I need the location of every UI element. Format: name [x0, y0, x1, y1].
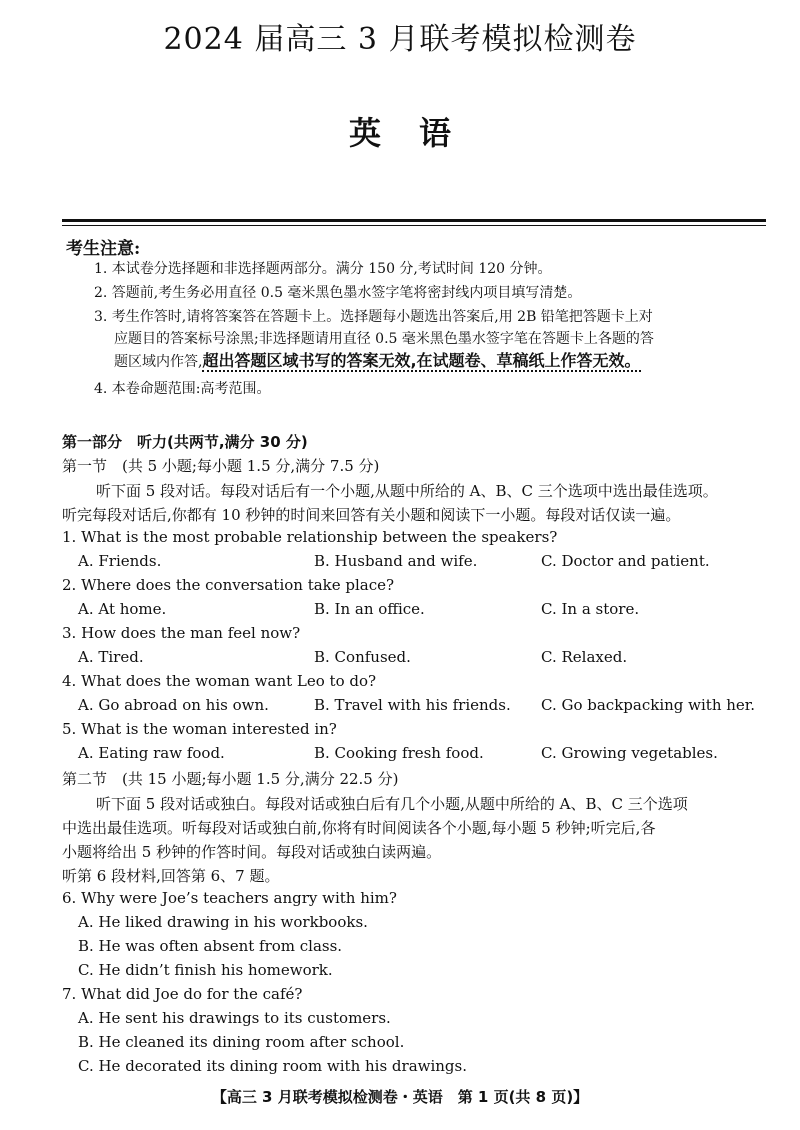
q1-option-c: C. Doctor and patient. — [541, 552, 710, 570]
q3-option-a: A. Tired. — [78, 648, 144, 666]
q7-option-a: A. He sent his drawings to its customers. — [78, 1009, 391, 1027]
q6-option-a: A. He liked drawing in his workbooks. — [78, 913, 368, 931]
q6-option-c: C. He didn’t finish his homework. — [78, 961, 333, 979]
q3-option-c: C. Relaxed. — [541, 648, 628, 666]
q2-option-c: C. In a store. — [541, 600, 640, 618]
subject-title: 英语 — [348, 114, 489, 152]
section2-instruction-2: 中选出最佳选项。听每段对话或独白前,你将有时间阅读各个小题,每小题 5 秒钟;听完后,各 — [62, 819, 656, 837]
section1-instruction-1: 听下面 5 段对话。每段对话后有一个小题,从题中所给的 A、B、C 三个选项中选出最佳选项。 — [96, 482, 718, 500]
section2-instruction-3: 小题将给出 5 秒钟的作答时间。每段对话或独白读两遍。 — [62, 843, 442, 861]
q3-option-b: B. Confused. — [314, 648, 411, 666]
q7-option-c: C. He decorated its dining room with his drawings. — [78, 1057, 468, 1075]
section1-instruction-2: 听完每段对话后,你都有 10 秒钟的时间来回答有关小题和阅读下一小题。每段对话仅读一遍。 — [62, 506, 681, 524]
notice-item-3-line3 — [114, 350, 774, 373]
question-5: 5. What is the woman interested in? — [62, 720, 337, 738]
part1-title: 第一部分 听力(共两节,满分 30 分) — [62, 433, 308, 451]
exam-title: 2024 届高三 3 月联考模拟检测卷 — [163, 22, 637, 57]
question-6: 6. Why were Joe’s teachers angry with him? — [62, 889, 397, 907]
section1-title: 第一节 (共 5 小题;每小题 1.5 分,满分 7.5 分) — [62, 457, 380, 475]
notice-item-2: 2. 答题前,考生务必用直径 0.5 毫米黑色墨水签字笔将密封线内项目填写清楚。 — [94, 285, 582, 301]
notice-item-3-line3-normal: 题区域内作答, — [114, 354, 203, 370]
q5-option-c: C. Growing vegetables. — [541, 744, 718, 762]
question-2: 2. Where does the conversation take place? — [62, 576, 395, 594]
divider-thin — [62, 225, 766, 226]
material-6-heading: 听第 6 段材料,回答第 6、7 题。 — [62, 867, 280, 885]
section2-title: 第二节 (共 15 小题;每小题 1.5 分,满分 22.5 分) — [62, 770, 399, 788]
notice-item-4: 4. 本卷命题范围:高考范围。 — [94, 381, 271, 397]
notice-item-1: 1. 本试卷分选择题和非选择题两部分。满分 150 分,考试时间 120 分钟。 — [94, 261, 552, 277]
q4-option-a: A. Go abroad on his own. — [78, 696, 269, 714]
q6-option-b: B. He was often absent from class. — [78, 937, 343, 955]
divider-thick — [62, 219, 766, 222]
question-3: 3. How does the man feel now? — [62, 624, 301, 642]
q5-option-b: B. Cooking fresh food. — [314, 744, 484, 762]
question-4: 4. What does the woman want Leo to do? — [62, 672, 377, 690]
notice-emphasis: 超出答题区域书写的答案无效,在试题卷、草稿纸上作答无效。 — [202, 351, 641, 370]
question-1: 1. What is the most probable relationship between the speakers? — [62, 528, 558, 546]
q1-option-a: A. Friends. — [78, 552, 162, 570]
question-7: 7. What did Joe do for the café? — [62, 985, 303, 1003]
page-footer: 【高三 3 月联考模拟检测卷・英语 第 1 页(共 8 页)】 — [211, 1088, 589, 1106]
q4-option-b: B. Travel with his friends. — [314, 696, 511, 714]
q2-option-a: A. At home. — [78, 600, 167, 618]
notice-title: 考生注意: — [66, 239, 141, 259]
section2-instruction-1: 听下面 5 段对话或独白。每段对话或独白后有几个小题,从题中所给的 A、B、C 三个选项 — [96, 795, 688, 813]
notice-item-3-line2: 应题目的答案标号涂黑;非选择题请用直径 0.5 毫米黑色墨水签字笔在答题卡上各题的答 — [114, 331, 654, 347]
notice-item-3-line1: 3. 考生作答时,请将答案答在答题卡上。选择题每小题选出答案后,用 2B 铅笔把答题卡上对 — [94, 309, 653, 325]
q5-option-a: A. Eating raw food. — [78, 744, 225, 762]
q7-option-b: B. He cleaned its dining room after school. — [78, 1033, 405, 1051]
q1-option-b: B. Husband and wife. — [314, 552, 478, 570]
q4-option-c: C. Go backpacking with her. — [541, 696, 756, 714]
q2-option-b: B. In an office. — [314, 600, 425, 618]
